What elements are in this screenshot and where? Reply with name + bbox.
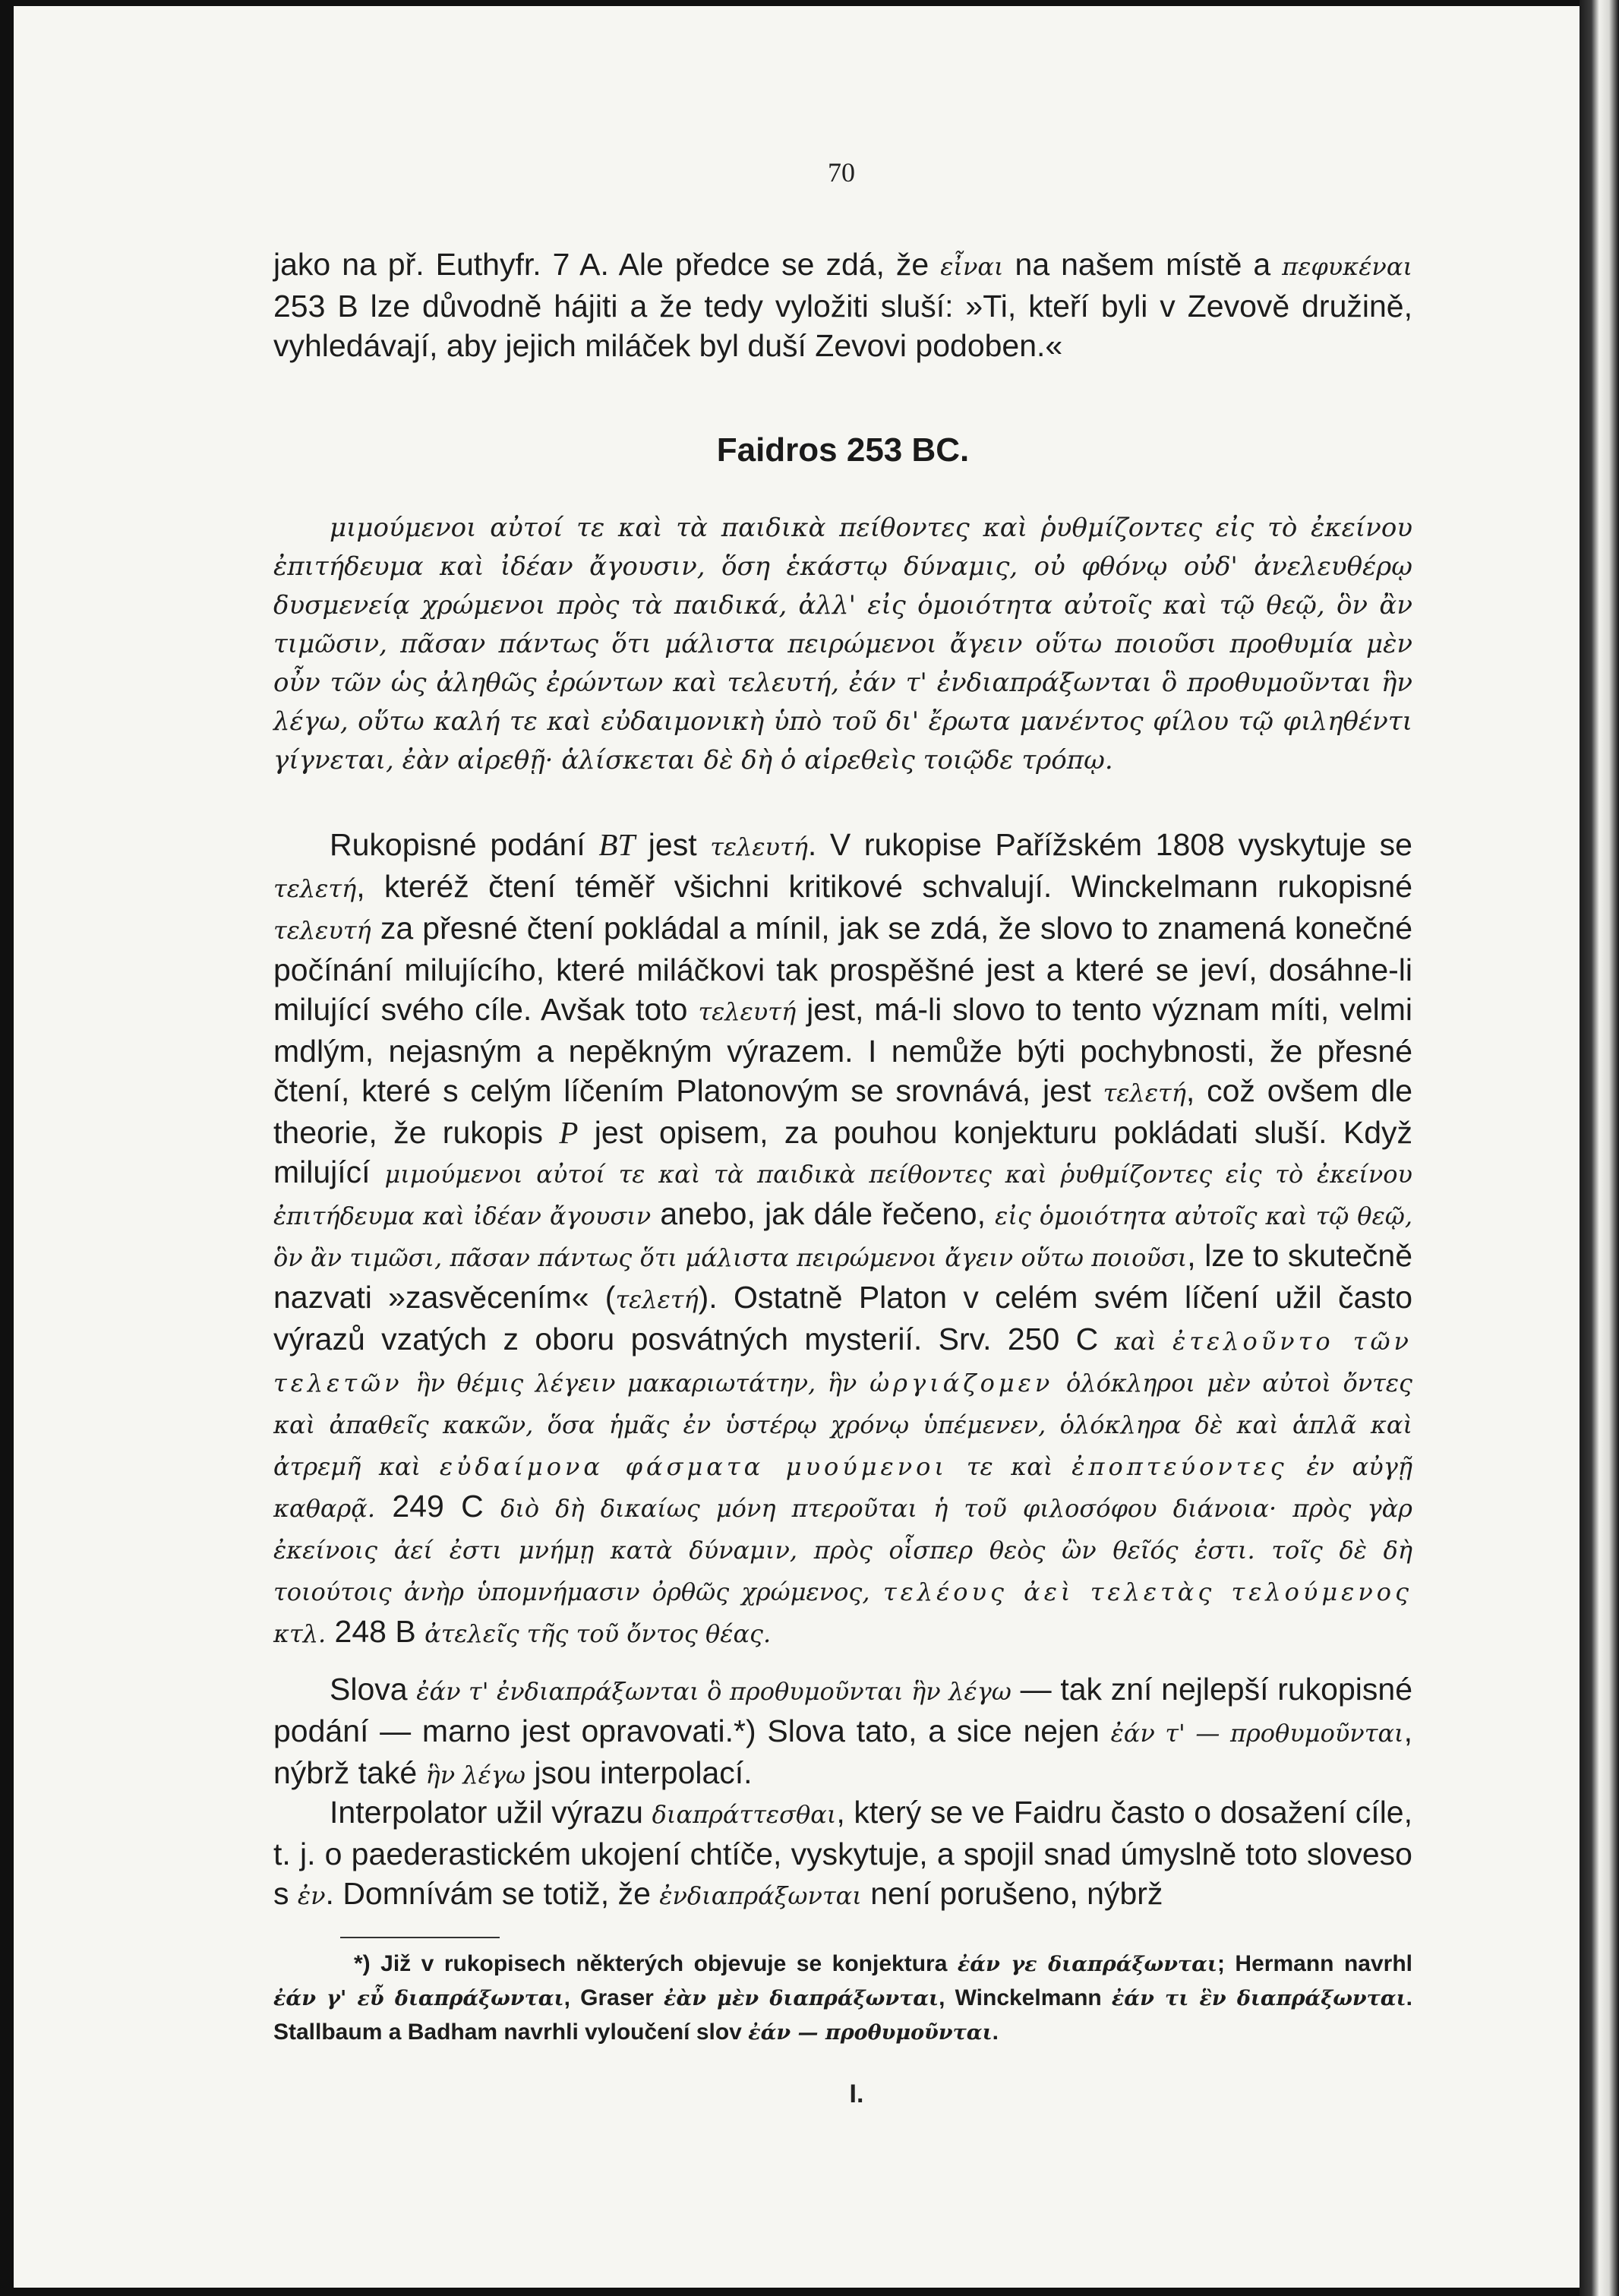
text-run: . Domnívám se totiž, že xyxy=(325,1876,660,1911)
text-run: jest, má-li slovo to tento význam míti, velmi mdlým, nejasným a nepěkným výrazem. I nemůže býti pochybnosti, že přesné čtení, které s celým líčením Platonovým se srovnává, jest xyxy=(273,992,1412,1108)
text-run: Interpolator užil výrazu xyxy=(330,1795,652,1830)
text-run: . Stallbaum a Badham navrhli vyloučení slov xyxy=(273,1985,1412,2045)
text-run: , Graser xyxy=(563,1985,664,2010)
paragraph-2 xyxy=(273,825,1412,1653)
greek-quotation: μιμούμενοι αὐτοί τε καὶ τὰ παιδικὰ πείθοντες καὶ ῥυθμίζοντες εἰς τὸ ἐκείνου ἐπιτήδευμα καὶ ἰδέαν ἄγουσιν, ὅση ἑκάστῳ δύναμις, οὐ φθόνῳ οὐδ' ἀνελευθέρῳ δυσμενείᾳ χρώμενοι πρὸς τὰ παιδικά, ἀλλ' εἰς ὁμοιότητα αὐτοῖς καὶ τῷ θεῷ, ὃν ἂν τιμῶσιν, πᾶσαν πάντως ὅτι μάλιστα πειρώμενοι ἄγειν οὕτω ποιοῦσι προθυμία μὲν οὖν τῶν ὡς ἀληθῶς ἐρώντων καὶ τελευτή, ἐάν τ' ἐνδιαπράξωνται ὃ προθυμοῦνται ἣν λέγω, οὕτω καλή τε καὶ εὐδαιμονικὴ ὑπὸ τοῦ δι' ἔρωτα μανέντος φίλου τῷ φιληθέντι γίγνεται, ἐὰν αἱρεθῇ· ἁλίσκεται δὲ δὴ ὁ αἱρεθεὶς τοιῷδε τρόπῳ. xyxy=(273,513,1412,775)
greek-term: εἶναι xyxy=(940,252,1004,281)
greek-spaced: εὐδαίμονα φάσματα μυούμενοι xyxy=(439,1452,948,1481)
text-run: . xyxy=(992,2020,999,2045)
text-run: jsou interpolací. xyxy=(525,1755,753,1790)
greek-term: τελετή xyxy=(615,1285,699,1314)
greek-term: τελετή xyxy=(273,874,357,903)
greek-quote-inline: διὸ δὴ δικαίως μόνη πτεροῦται ἡ τοῦ φιλοσόφου διάνοια· πρὸς γὰρ ἐκείνοις ἀεί ἐστι μνήμῃ κατὰ δύναμιν, πρὸς οἷσπερ θεὸς ὢν θεῖός ἐστι. τοῖς δὲ δὴ τοιούτοις ἀνὴρ ὑπομνήμασιν ὀρθῶς χρώμενος, xyxy=(273,1494,1412,1606)
greek-term: τελευτή xyxy=(710,832,808,861)
paragraph-1 xyxy=(273,245,1412,365)
text-run: jest opisem, za pouhou konjekturu pokládati sluší. Když milující xyxy=(273,1115,1413,1189)
greek-quote-inline: ἀτελεῖς τῆς τοῦ ὄντος θέας. xyxy=(424,1619,772,1648)
greek-spaced: ὠργιάζομεν xyxy=(869,1369,1054,1397)
greek-quote-inline: καὶ xyxy=(1114,1327,1157,1356)
greek-term: πεφυκέναι xyxy=(1282,252,1412,281)
paragraph-3 xyxy=(273,1669,1412,1795)
text-run: — tak zní nejlepší rukopisné podání — marno jest opravovati.*) Slova tato, a sice nejen xyxy=(273,1672,1412,1748)
footnote xyxy=(273,1947,1412,2050)
text-run: anebo, jak dále řečeno, xyxy=(651,1196,996,1231)
text-run: , což ovšem dle theorie, že rukopis xyxy=(273,1073,1413,1150)
text-run: ). Ostatně Platon v celém svém líčení užil často výrazů vzatých z oboru posvátných mysterií. Srv. 250 C xyxy=(273,1280,1412,1356)
greek-quote-inline: εἰς ὁμοιότητα αὐτοῖς καὶ τῷ θεῷ, ὃν ἂν τιμῶσι, πᾶσαν πάντως ὅτι μάλιστα πειρώμενοι ἄγειν οὕτω ποιοῦσι xyxy=(273,1202,1413,1272)
greek-spaced: ἐποπτεύοντες xyxy=(1071,1452,1288,1481)
document-page xyxy=(14,6,1580,2288)
text-run: za přesné čtení pokládal a mínil, jak se zdá, že slovo to znamená konečné počínání milujícího, které miláčkovi tak prospěšné jest a které se jeví, dosáhne-li milující svého cíle. Avšak toto xyxy=(273,911,1412,1027)
paragraph-4 xyxy=(273,1792,1412,1915)
text-run: ; Hermann navrhl xyxy=(1217,1951,1412,1976)
page-number: 70 xyxy=(828,157,855,188)
greek-quote-inline: ὁλόκληροι μὲν αὐτοὶ ὄντες καὶ ἀπαθεῖς κακῶν, ὅσα ἡμᾶς ἐν ὑστέρῳ χρόνῳ ὑπέμενεν, ὁλόκληρα δὲ καὶ ἁπλᾶ καὶ ἀτρεμῆ καὶ xyxy=(273,1369,1412,1481)
text-run: není porušeno, nýbrž xyxy=(861,1876,1163,1911)
greek-term: ἐάν τι ἓν διαπράξωνται xyxy=(1111,1987,1406,2010)
text-run: 249 C xyxy=(375,1489,501,1524)
greek-term: ἐνδιαπράξωνται xyxy=(659,1881,862,1910)
greek-term: διαπράττεσθαι xyxy=(652,1800,837,1829)
text-run: , nýbrž také xyxy=(273,1713,1413,1790)
text-run: 248 B xyxy=(326,1614,425,1649)
manuscript-siglum: P xyxy=(559,1115,579,1150)
manuscript-siglum: BT xyxy=(598,827,636,862)
signature-mark: I. xyxy=(849,2080,864,2108)
text-run: jest xyxy=(635,827,711,862)
greek-term: τελευτή xyxy=(273,916,371,945)
text-run: Rukopisné podání xyxy=(330,827,599,862)
greek-quote-inline: μιμούμενοι αὐτοί τε καὶ τὰ παιδικὰ πείθοντες καὶ ῥυθμίζοντες εἰς τὸ ἐκείνου ἐπιτήδευμα καὶ ἰδέαν ἄγουσιν xyxy=(273,1160,1412,1230)
greek-term: τελευτή xyxy=(698,997,797,1026)
greek-term: ἐάν τ' ἐνδιαπράξωνται ὃ προθυμοῦνται ἣν λέγω xyxy=(416,1677,1011,1706)
greek-quote-inline: ἣν θέμις λέγειν μακαριωτάτην, ἣν xyxy=(415,1369,857,1397)
text-run: jako na př. Euthyfr. 7 A. Ale předce se zdá, že xyxy=(273,247,941,282)
text-run: *) Již v rukopisech některých objevuje se konjektura xyxy=(354,1951,958,1976)
greek-quote-inline: κτλ. xyxy=(273,1619,327,1648)
text-run: . V rukopise Pařížském 1808 vyskytuje se xyxy=(807,827,1412,862)
greek-term: ἐάν — προθυμοῦνται xyxy=(748,2021,993,2045)
greek-term: ἐν xyxy=(297,1881,326,1910)
greek-spaced: ἐτελοῦντο τῶν τελετῶν xyxy=(273,1327,1412,1397)
text-run: , kteréž čtení téměř všichni kritikové schvalují. Winckelmann rukopisné xyxy=(356,869,1412,904)
greek-term: ἐάν γ' εὖ διαπράξωνται xyxy=(273,1987,564,2010)
text-run: Slova xyxy=(330,1672,417,1707)
text-run: na našem místě a xyxy=(1003,247,1283,282)
greek-term: ἐάν τ' — προθυμοῦνται xyxy=(1110,1719,1404,1748)
greek-spaced: τελέους ἀεὶ τελετὰς τελούμενος xyxy=(882,1578,1412,1606)
greek-quote-inline: τε καὶ xyxy=(966,1452,1053,1481)
text-run: , který se ve Faidru často o dosažení cíle, t. j. o paederastickém ukojení chtíče, vyskytuje, a spojil snad úmyslně toto sloveso s xyxy=(273,1795,1413,1911)
greek-term: ἐὰν μὲν διαπράξωνται xyxy=(664,1987,939,2010)
greek-term: ἣν λέγω xyxy=(425,1761,526,1789)
greek-quote-inline: ἐν αὐγῇ καθαρᾷ. xyxy=(273,1452,1413,1523)
greek-term: ἐάν γε διαπράξωνται xyxy=(957,1953,1217,1976)
footnote-divider xyxy=(340,1937,500,1938)
text-run: 253 B lze důvodně hájiti a že tedy vyložiti sluší: »Ti, kteří byli v Zevově družině, vyhledávají, aby jejich miláček byl duší Zevovi podoben.« xyxy=(273,289,1412,363)
greek-term: τελετή xyxy=(1103,1079,1186,1107)
section-heading: Faidros 253 BC. xyxy=(716,431,970,469)
text-run: , Winckelmann xyxy=(939,1985,1112,2010)
page-edge-decoration xyxy=(1580,0,1619,2296)
text-run: , lze to skutečně nazvati »zasvěcením« ( xyxy=(273,1238,1412,1315)
